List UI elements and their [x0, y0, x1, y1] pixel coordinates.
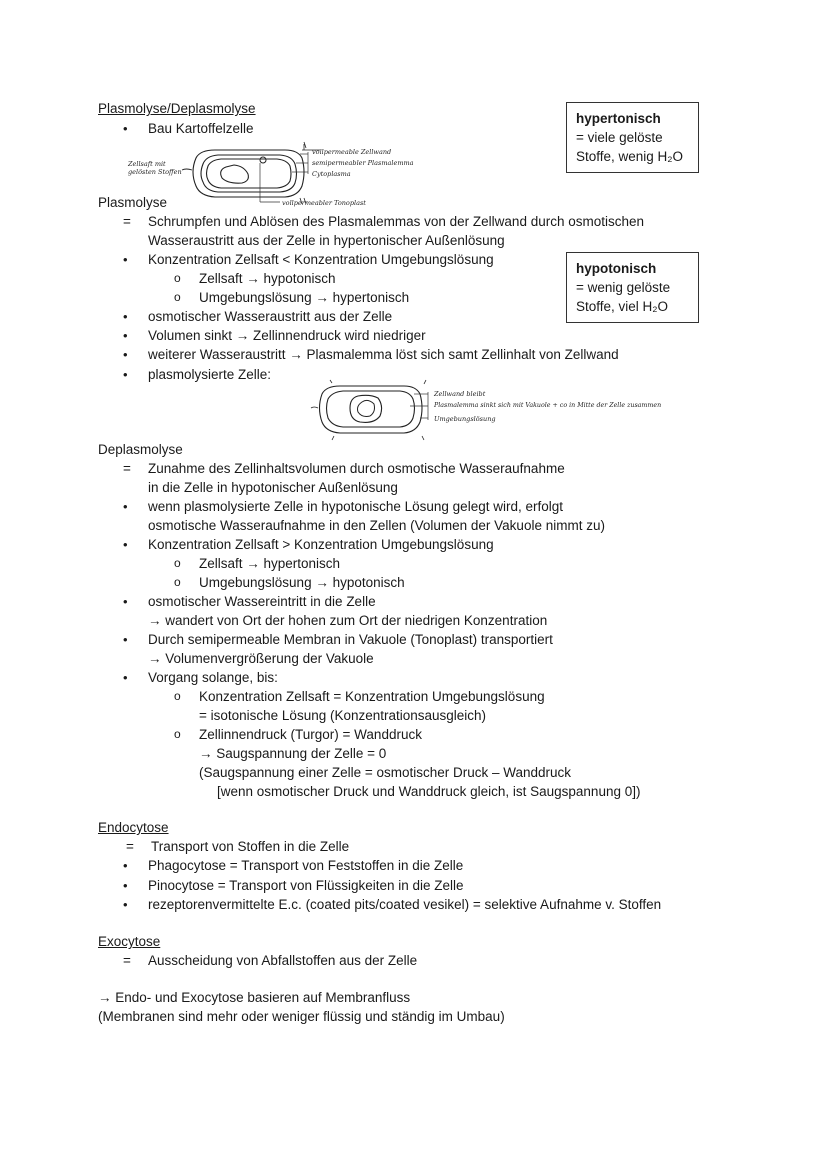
hypotonisch-line2: Stoffe, viel H₂O	[576, 299, 669, 314]
deplasmolyse-bullet-membran-1: • Durch semipermeable Membran in Vakuole (Tonoplast) transportiert	[148, 631, 553, 648]
footer-membranfluss: → Endo- und Exocytose basieren auf Membranfluss	[98, 990, 411, 1005]
deplasmolyse-sub-turgor-2: → Saugspannung der Zelle = 0	[199, 746, 387, 761]
plasmolyse-sub-zellsaft: o Zellsaft → hypotonisch	[199, 270, 336, 287]
deplasmolyse-sub-turgor-1: o Zellinnendruck (Turgor) = Wanddruck	[199, 726, 422, 743]
bau-kartoffelzelle: • Bau Kartoffelzelle	[148, 120, 254, 137]
deplasmolyse-definition-2: in die Zelle in hypotonischer Außenlösung	[148, 480, 398, 495]
plasmolyse-bullet-plasmolysierte: • plasmolysierte Zelle:	[148, 366, 271, 383]
plasmolysed-cell-diagram	[310, 380, 450, 440]
hypertonisch-box	[566, 102, 699, 173]
deplasmolyse-sub-turgor-3: (Saugspannung einer Zelle = osmotischer Druck – Wanddruck	[199, 765, 572, 780]
deplasmolyse-sub-konzentration-1: o Konzentration Zellsaft = Konzentration Umgebungslösung	[199, 688, 545, 705]
hypertonisch-title: hypertonisch	[576, 111, 661, 126]
hypertonisch-line2: Stoffe, wenig H₂O	[576, 149, 684, 164]
hypotonisch-box	[566, 252, 699, 323]
plasmolyse-sub-umgebung: o Umgebungslösung → hypertonisch	[199, 289, 409, 306]
endocytose-bullet-rezeptor: • rezeptorenvermittelte E.c. (coated pits/coated vesikel) = selektive Aufnahme v. Stoffen	[148, 896, 661, 913]
endocytose-bullet-phagocytose: • Phagocytose = Transport von Feststoffen in die Zelle	[148, 857, 463, 874]
exocytose-definition: = Ausscheidung von Abfallstoffen aus der Zelle	[148, 952, 417, 969]
plasmolyse-bullet-volumen: • Volumen sinkt → Zellinnendruck wird niedriger	[148, 327, 426, 344]
section-title-plasmolyse: Plasmolyse	[98, 195, 168, 210]
diagram1-label-tonoplast: vollpermeabler Tonoplast	[282, 199, 366, 207]
deplasmolyse-bullet-vorgang: • Vorgang solange, bis:	[148, 669, 278, 686]
footer-umbau: (Membranen sind mehr oder weniger flüssig und ständig im Umbau)	[98, 1009, 505, 1024]
diagram2-label-plasmalemma: Plasmalemma sinkt sich mit Vakuole + co in Mitte der Zelle zusammen	[434, 402, 662, 409]
section-title-deplasmolyse: Deplasmolyse	[98, 442, 183, 457]
section-title-plasmolyse-deplasmolyse: Plasmolyse/Deplasmolyse	[98, 101, 256, 116]
section-title-endocytose: Endocytose	[98, 820, 169, 835]
deplasmolyse-bullet-wenn-2: osmotische Wasseraufnahme in den Zellen (Volumen der Vakuole nimmt zu)	[148, 518, 605, 533]
deplasmolyse-sub-turgor-4: [wenn osmotischer Druck und Wanddruck gleich, ist Saugspannung 0])	[217, 784, 641, 799]
deplasmolyse-bullet-konzentration: • Konzentration Zellsaft > Konzentration Umgebungslösung	[148, 536, 494, 553]
hypotonisch-line1: = wenig gelöste	[576, 280, 671, 295]
diagram2-label-zellwand: Zellwand bleibt	[434, 390, 486, 398]
diagram1-label-zellwand: vollpermeable Zellwand	[312, 148, 392, 156]
endocytose-definition: = Transport von Stoffen in die Zelle	[151, 838, 349, 855]
deplasmolyse-bullet-membran-2: → Volumenvergrößerung der Vakuole	[148, 651, 374, 666]
plasmolyse-bullet-weiterer: • weiterer Wasseraustritt → Plasmalemma löst sich samt Zellinhalt von Zellwand	[148, 346, 619, 363]
endocytose-bullet-pinocytose: • Pinocytose = Transport von Flüssigkeiten in die Zelle	[148, 877, 464, 894]
deplasmolyse-definition-1: = Zunahme des Zellinhaltsvolumen durch osmotische Wasseraufnahme	[148, 460, 565, 477]
deplasmolyse-sub-umgebung: o Umgebungslösung → hypotonisch	[199, 574, 405, 591]
deplasmolyse-bullet-wenn-1: • wenn plasmolysierte Zelle in hypotonische Lösung gelegt wird, erfolgt	[148, 498, 563, 515]
diagram1-label-cytoplasma: Cytoplasma	[312, 170, 351, 178]
plasmolyse-bullet-konzentration: • Konzentration Zellsaft < Konzentration Umgebungslösung	[148, 251, 494, 268]
diagram2-label-umgebung: Umgebungslösung	[434, 415, 496, 423]
diagram1-label-zellsaft-1: Zellsaft mit	[128, 160, 166, 168]
hypotonisch-title: hypotonisch	[576, 261, 657, 276]
plasmolyse-bullet-wasseraustritt: • osmotischer Wasseraustritt aus der Zelle	[148, 308, 392, 325]
hypertonisch-line1: = viele gelöste	[576, 130, 663, 145]
deplasmolyse-sub-konzentration-2: = isotonische Lösung (Konzentrationsausgleich)	[199, 708, 487, 723]
deplasmolyse-sub-zellsaft: o Zellsaft → hypertonisch	[199, 555, 340, 572]
section-title-exocytose: Exocytose	[98, 934, 161, 949]
deplasmolyse-bullet-wassereintritt-2: → wandert von Ort der hohen zum Ort der niedrigen Konzentration	[148, 613, 548, 628]
deplasmolyse-bullet-wassereintritt-1: • osmotischer Wassereintritt in die Zelle	[148, 593, 376, 610]
diagram1-label-plasmalemma: semipermeabler Plasmalemma	[312, 159, 414, 167]
plasmolyse-definition-1: = Schrumpfen und Ablösen des Plasmalemmas von der Zellwand durch osmotischen	[148, 213, 644, 230]
plasmolyse-definition-2: Wasseraustritt aus der Zelle in hypertonischer Außenlösung	[148, 233, 505, 248]
diagram1-label-zellsaft-2: gelösten Stoffen	[128, 168, 182, 176]
